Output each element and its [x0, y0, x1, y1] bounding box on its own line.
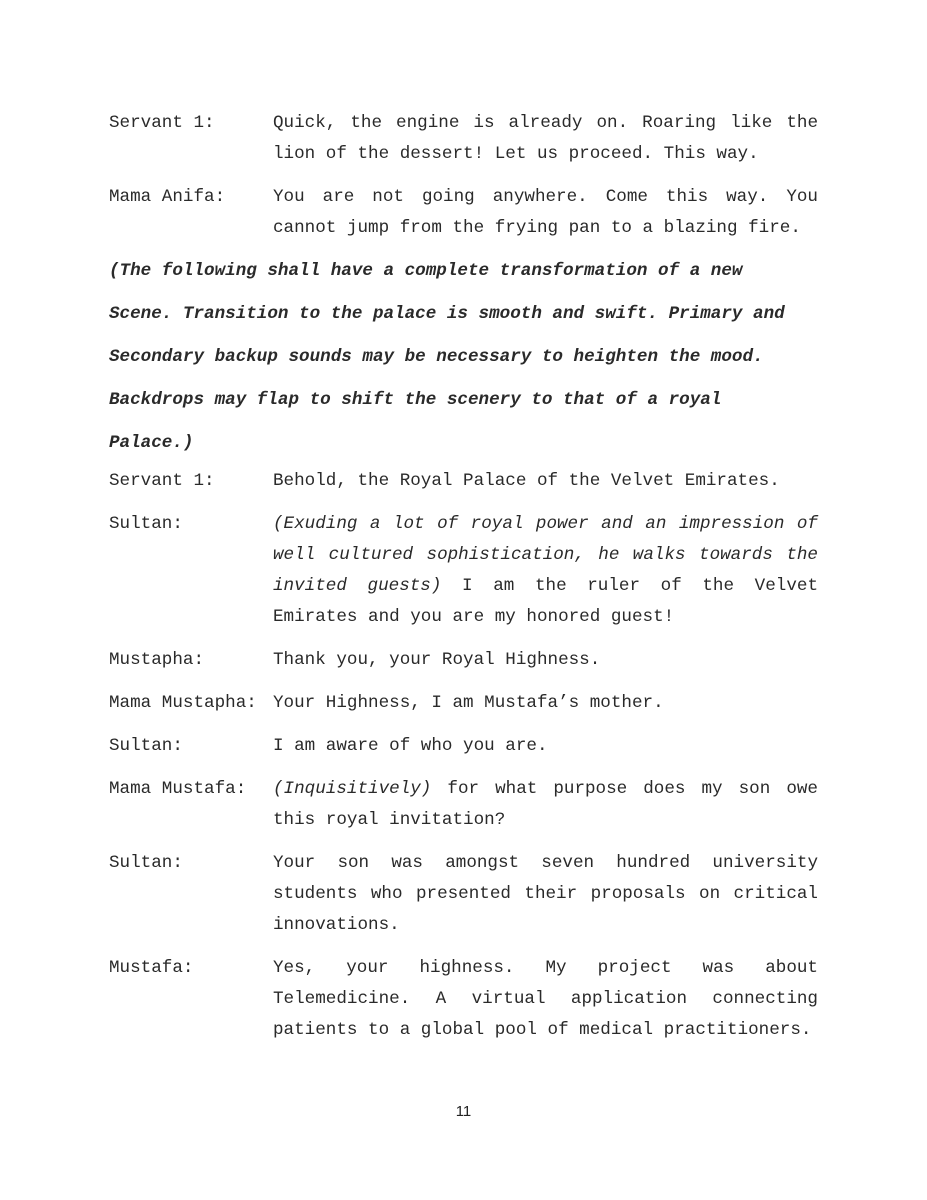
- dialogue-entry: [109, 182, 818, 244]
- speaker-name: Servant 1:: [109, 113, 215, 133]
- stage-direction-line: Palace.): [109, 433, 194, 453]
- dialogue-entry: [109, 848, 818, 941]
- dialogue-entry: [109, 108, 818, 170]
- dialogue-entry: [109, 731, 818, 762]
- stage-direction-line: Secondary backup sounds may be necessary to heighten the mood.: [109, 347, 764, 367]
- dialogue-text: I am aware of who you are.: [273, 736, 548, 756]
- dialogue-text: Quick, the engine is already on. Roaring like the lion of the dessert! Let us proceed. This way.: [273, 113, 818, 164]
- speaker-name: Sultan:: [109, 853, 183, 873]
- dialogue-entry: [109, 509, 818, 633]
- dialogue-entry: [109, 953, 818, 1046]
- speaker-name: Mama Mustapha:: [109, 693, 257, 713]
- dialogue-text: Behold, the Royal Palace of the Velvet Emirates.: [273, 471, 780, 491]
- dialogue-text: [273, 509, 818, 633]
- acting-direction: (Inquisitively): [273, 779, 432, 799]
- speaker-name: Mustapha:: [109, 650, 205, 670]
- speaker-name: Sultan:: [109, 514, 183, 534]
- speaker-name: Mama Mustafa:: [109, 779, 247, 799]
- stage-direction-line: Backdrops may flap to shift the scenery to that of a royal: [109, 390, 722, 410]
- stage-direction-line: (The following shall have a complete transformation of a new: [109, 261, 743, 281]
- stage-direction-line: Scene. Transition to the palace is smooth and swift. Primary and: [109, 304, 785, 324]
- stage-direction: [109, 250, 818, 465]
- spoken-text: I am the ruler of the Velvet Emirates and you are my honored guest!: [273, 576, 819, 627]
- dialogue-text: [273, 774, 818, 836]
- dialogue-text: You are not going anywhere. Come this way. You cannot jump from the frying pan to a blazing fire.: [273, 187, 818, 238]
- dialogue-text: Your Highness, I am Mustafa’s mother.: [273, 693, 664, 713]
- page-number: 11: [455, 1103, 472, 1120]
- dialogue-entry: [109, 645, 818, 676]
- speaker-name: Sultan:: [109, 736, 183, 756]
- speaker-name: Servant 1:: [109, 471, 215, 491]
- spoken-text: for what purpose does my son owe this royal invitation?: [273, 779, 818, 830]
- dialogue-text: Thank you, your Royal Highness.: [273, 650, 601, 670]
- dialogue-text: Yes, your highness. My project was about Telemedicine. A virtual application connecting patients to a global pool of medical practitioners.: [273, 958, 818, 1040]
- speaker-name: Mama Anifa:: [109, 187, 226, 207]
- acting-direction: (Exuding a lot of royal power and an impression of well cultured sophistication, he walks towards the invited guests): [273, 514, 818, 596]
- dialogue-entry: [109, 774, 818, 836]
- dialogue-entry: [109, 466, 818, 497]
- dialogue-entry: [109, 688, 818, 719]
- dialogue-text: Your son was amongst seven hundred university students who presented their proposals on critical innovations.: [273, 853, 818, 935]
- speaker-name: Mustafa:: [109, 958, 194, 978]
- script-page: [109, 108, 818, 1058]
